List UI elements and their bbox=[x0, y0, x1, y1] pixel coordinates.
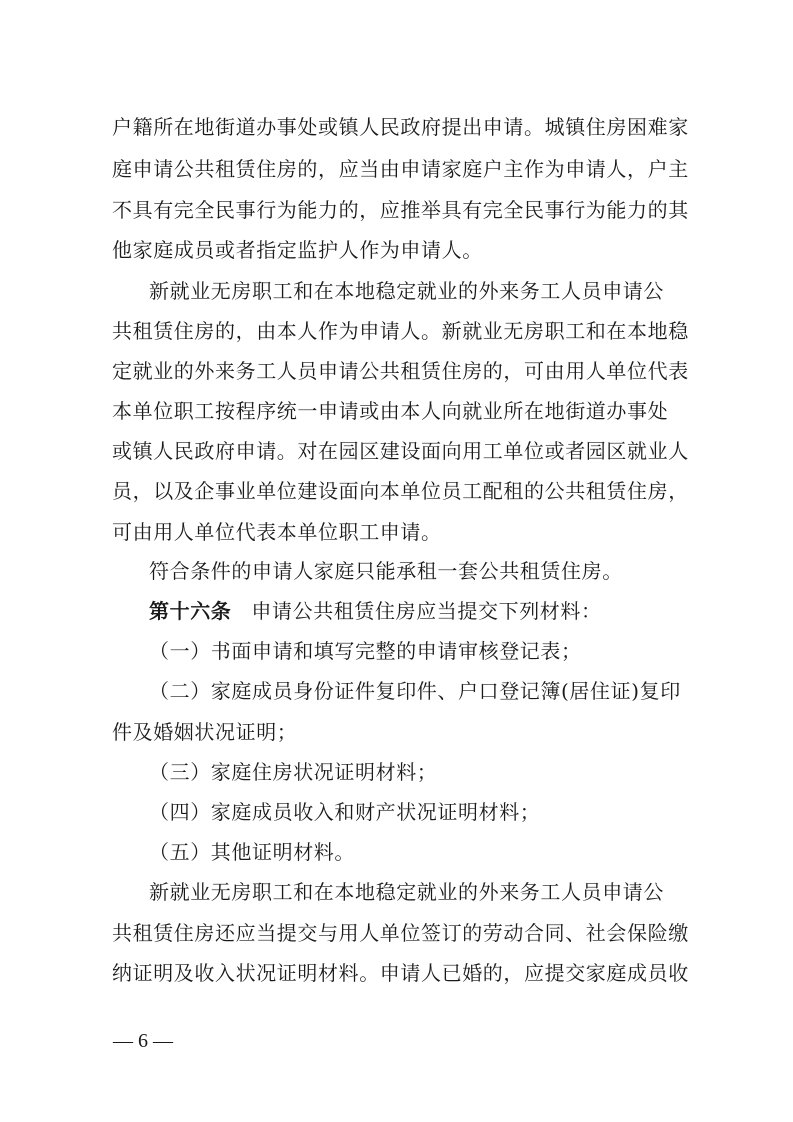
article-line bbox=[149, 597, 688, 625]
text-line: 户籍所在地街道办事处或镇人民政府提出申请。城镇住房困难家 bbox=[112, 115, 689, 139]
text-line: 纳证明及收入状况证明材料。申请人已婚的，应提交家庭成员收 bbox=[112, 961, 689, 985]
list-item: （三）家庭住房状况证明材料； bbox=[149, 760, 438, 784]
text-line: 不具有完全民事行为能力的，应推举具有完全民事行为能力的其 bbox=[112, 198, 689, 222]
list-item: （五）其他证明材料。 bbox=[149, 840, 355, 864]
text-line: 本单位职工按程序统一申请或由本人向就业所在地街道办事处 bbox=[112, 399, 669, 423]
text-line: 员，以及企事业单位建设面向本单位员工配租的公共租赁住房， bbox=[112, 479, 689, 503]
text-line: 新就业无房职工和在本地稳定就业的外来务工人员申请公 bbox=[149, 880, 664, 904]
list-item: （四）家庭成员收入和财产状况证明材料； bbox=[149, 800, 541, 824]
article-text: 申请公共租赁住房应当提交下列材料： bbox=[251, 599, 602, 623]
text-line: 他家庭成员或者指定监护人作为申请人。 bbox=[112, 238, 483, 262]
article-heading: 第十六条 bbox=[149, 599, 232, 623]
text-line: 共租赁住房还应当提交与用人单位签订的劳动合同、社会保险缴 bbox=[112, 921, 689, 945]
text-line: 新就业无房职工和在本地稳定就业的外来务工人员申请公 bbox=[149, 279, 664, 303]
text-line: 共租赁住房的，由本人作为申请人。新就业无房职工和在本地稳 bbox=[112, 319, 689, 343]
text-line: 庭申请公共租赁住房的，应当由申请家庭户主作为申请人，户主 bbox=[112, 157, 689, 181]
text-line: 定就业的外来务工人员申请公共租赁住房的，可由用人单位代表 bbox=[112, 359, 689, 383]
page-number: — 6 — bbox=[113, 1030, 173, 1052]
list-item: （二）家庭成员身份证件复印件、户口登记簿(居住证)复印 bbox=[149, 679, 681, 703]
text-line: 件及婚姻状况证明； bbox=[112, 720, 298, 744]
text-line: 符合条件的申请人家庭只能承租一套公共租赁住房。 bbox=[149, 559, 623, 583]
text-line: 可由用人单位代表本单位职工申请。 bbox=[112, 520, 442, 544]
list-item: （一）书面申请和填写完整的申请审核登记表； bbox=[149, 639, 582, 663]
text-line: 或镇人民政府申请。对在园区建设面向用工单位或者园区就业人 bbox=[112, 439, 689, 463]
